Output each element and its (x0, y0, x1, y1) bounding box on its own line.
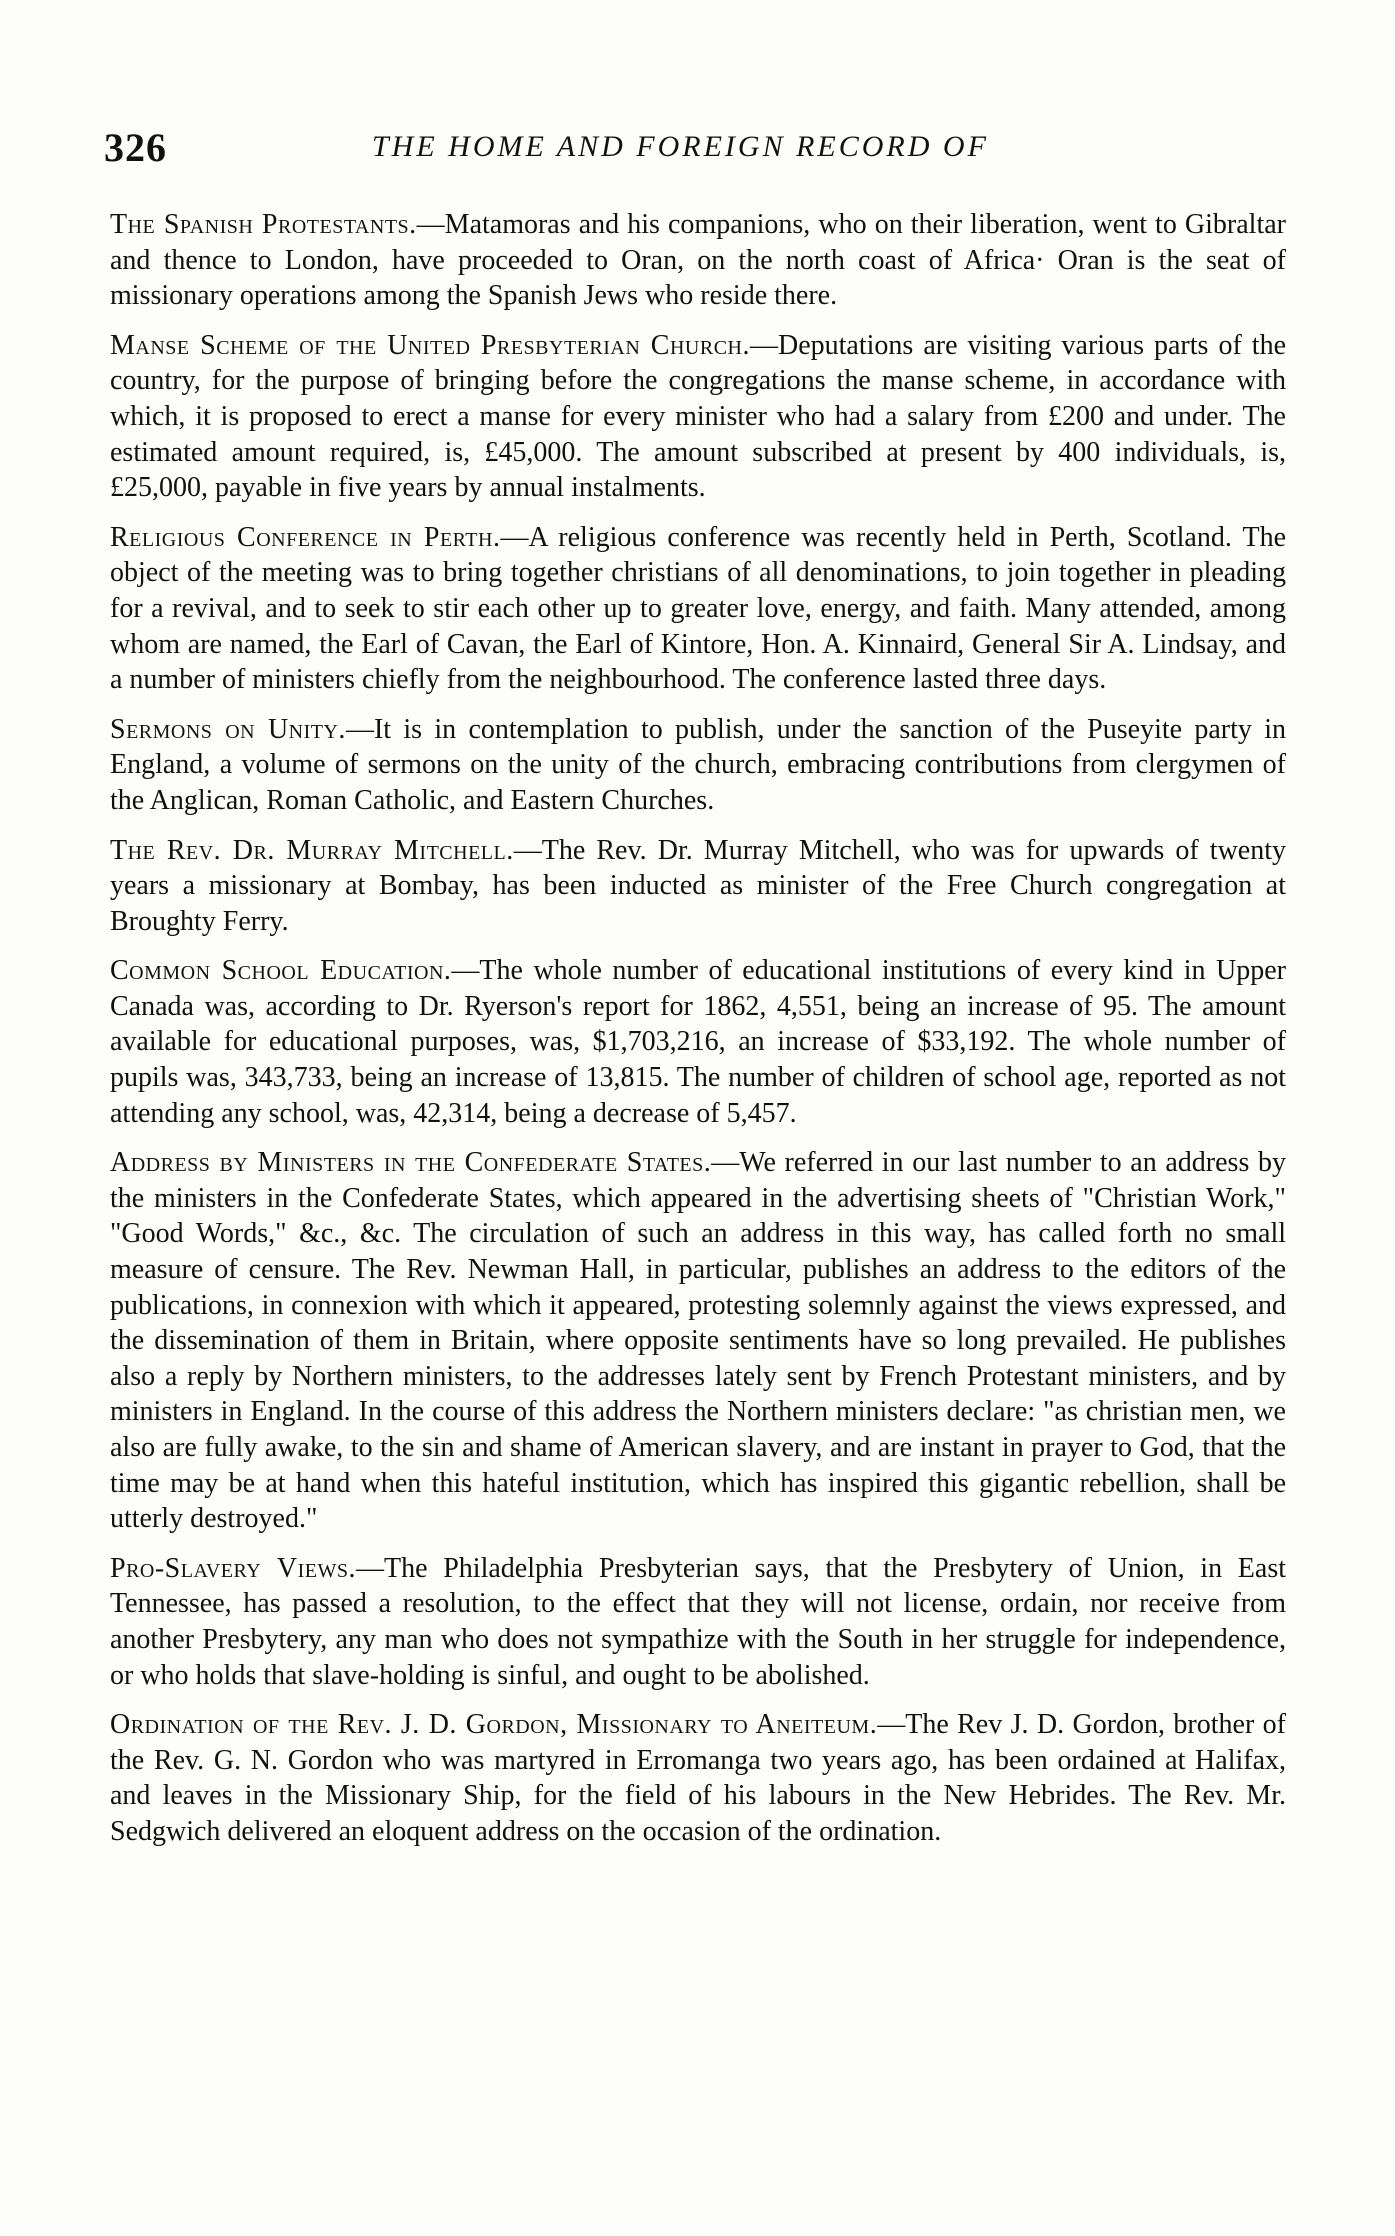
news-item (110, 1707, 1286, 1849)
item-heading: Pro-Slavery Views. (110, 1552, 356, 1584)
item-heading: Sermons on Unity. (110, 713, 346, 745)
item-text: —The Rev J. D. Gordon, brother of the Rev. G. N. Gordon who was martyred in Erromanga two years ago, has been ordained at Halifax, and leaves in the Missionary Ship, for the field of his labours in the New Hebrides. The Rev. Mr. Sedgwich delivered an eloquent address on the occasion of the ordination. (110, 1709, 1286, 1847)
item-heading: The Spanish Protestants. (110, 209, 417, 240)
item-text: —It is in contemplation to publish, under the sanction of the Puseyite party in England, a volume of sermons on the unity of the church, embracing contributions from clergymen of the Anglican, Roman Catholic, and Eastern Churches. (110, 713, 1287, 816)
item-heading: Manse Scheme of the United Presbyterian Church. (110, 329, 750, 361)
item-text: —The whole number of educational institutions of every kind in Upper Canada was, according to Dr. Ryerson's report for 1862, 4,551, being an increase of 95. The amount available for educational purposes, was, $1,703,216, an increase of $33,192. The whole number of pupils was, 343,733, being an increase of 13,815. The number of children of school age, reported as not attending any school, was, 42,314, being a decrease of 5,457. (110, 955, 1286, 1129)
news-item (110, 207, 1286, 314)
item-text: —Matamoras and his companions, who on their liberation, went to Gibraltar and thence to London, have proceeded to Oran, on the north coast of Africa· Oran is the seat of missionary operations among the Spanish Jews who reside there. (110, 209, 1286, 312)
item-heading: Common School Education. (110, 955, 452, 987)
news-item (110, 520, 1286, 698)
news-item (110, 328, 1286, 506)
news-item (110, 1145, 1286, 1537)
item-heading: Religious Conference in Perth. (110, 521, 501, 553)
article-body (110, 207, 1286, 1850)
item-heading: The Rev. Dr. Murray Mitchell. (110, 834, 514, 866)
item-text: —The Philadelphia Presbyterian says, that the Presbytery of Union, in East Tennessee, has passed a resolution, to the effect that they will not license, ordain, nor receive from another Presbytery, any man who does not sympathize with the South in her struggle for independence, or who holds that slave-holding is sinful, and ought to be abolished. (110, 1552, 1286, 1691)
item-text: —Deputations are visiting various parts of the country, for the purpose of bringing before the congregations the manse scheme, in accordance with which, it is proposed to erect a manse for every minister who had a salary from £200 and under. The estimated amount required, is, £45,000. The amount subscribed at present by 400 individuals, is, £25,000, payable in five years by annual instalments. (110, 329, 1287, 504)
page-number: 326 (104, 125, 167, 170)
item-text: —The Rev. Dr. Murray Mitchell, who was for upwards of twenty years a missionary at Bombay, has been inducted as minister of the Free Church congregation at Broughty Ferry. (110, 834, 1286, 937)
item-heading: Ordination of the Rev. J. D. Gordon, Missionary to Aneiteum. (110, 1709, 878, 1741)
page-header (104, 124, 1284, 174)
news-item (110, 833, 1286, 940)
running-title: THE HOME AND FOREIGN RECORD OF (372, 130, 989, 163)
news-item (110, 712, 1286, 819)
item-heading: Address by Ministers in the Confederate States. (110, 1147, 712, 1179)
item-text: —We referred in our last number to an address by the ministers in the Confederate States, which appeared in the advertising sheets of "Christian Work," "Good Words," &c., &c. The circulation of such an address in this way, has called forth no small measure of censure. The Rev. Newman Hall, in particular, publishes an address to the editors of the publications, in connexion with which it appeared, protesting solemnly against the views expressed, and the dissemination of them in Britain, where opposite sentiments have so long prevailed. He publishes also a reply by Northern ministers, to the addresses lately sent by French Protestant ministers, and by ministers in England. In the course of this address the Northern ministers declare: "as christian men, we also are fully awake, to the sin and shame of American slavery, and are instant in prayer to God, that the time may be at hand when this hateful institution, which has inspired this gigantic rebellion, shall be utterly destroyed." (110, 1147, 1287, 1535)
news-item (110, 953, 1286, 1131)
news-item (110, 1551, 1286, 1693)
item-text: —A religious conference was recently held in Perth, Scotland. The object of the meeting was to bring together christians of all denominations, to join together in pleading for a revival, and to seek to stir each other up to greater love, energy, and faith. Many attended, among whom are named, the Earl of Cavan, the Earl of Kintore, Hon. A. Kinnaird, General Sir A. Lindsay, and a number of ministers chiefly from the neighbourhood. The conference lasted three days. (110, 521, 1286, 696)
